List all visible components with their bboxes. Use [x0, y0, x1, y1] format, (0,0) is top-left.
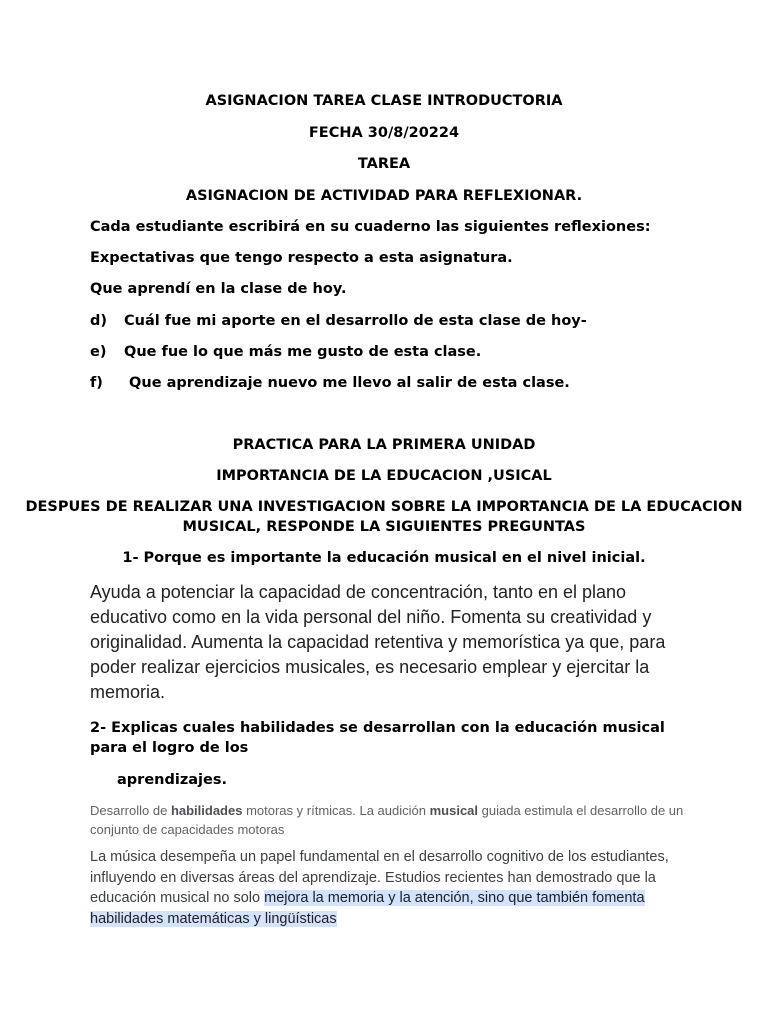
- practice-title: PRACTICA PARA LA PRIMERA UNIDAD: [232, 437, 536, 453]
- list-item: [90, 311, 587, 331]
- list-marker: d): [90, 313, 108, 329]
- instructions-intro: Cada estudiante escribirá en su cuaderno las siguientes reflexiones:: [90, 219, 651, 235]
- activity-heading: ASIGNACION DE ACTIVIDAD PARA REFLEXIONAR.: [185, 188, 583, 204]
- list-item: [90, 373, 570, 393]
- snippet-text: Desarrollo de: [90, 803, 171, 818]
- answer-1: Ayuda a potenciar la capacidad de concentración, tanto en el plano educativo como en la vida personal del niño. Fomenta su creatividad y originalidad. Aumenta la capacidad retentiva y memorística ya que, para poder realizar ejercicios musicales, es necesario emplear y ejercitar la memoria.: [90, 582, 666, 702]
- list-marker: e): [90, 344, 107, 360]
- list-marker: f): [90, 375, 103, 391]
- question-2: 2- Explicas cuales habilidades se desarrollan con la educación musical para el logro de los: [90, 720, 665, 756]
- list-text: Que fue lo que más me gusto de esta clase.: [124, 344, 482, 360]
- answer-2-highlight: mejora la memoria y la atención, sino que también fomenta habilidades matemáticas y lingüísticas: [90, 890, 645, 927]
- search-snippet: [90, 801, 690, 839]
- list-text: Que aprendizaje nuevo me llevo al salir de esta clase.: [124, 375, 570, 391]
- task-heading: TAREA: [357, 156, 411, 172]
- question-1: 1- Porque es importante la educación musical en el nivel inicial.: [122, 550, 646, 566]
- list-text: Cuál fue mi aporte en el desarrollo de esta clase de hoy-: [124, 313, 587, 329]
- answer-2-text: La música desempeña un papel fundamental en el desarrollo cognitivo de los estudiantes, influyendo en diversas áreas del aprendizaje. Estudios recientes han demostrado que la educación musical no solo: [90, 849, 669, 906]
- snippet-keyword: musical: [429, 803, 479, 818]
- reflection-line-expectations: Expectativas que tengo respecto a esta asignatura.: [90, 250, 513, 266]
- reflection-line-learned: Que aprendí en la clase de hoy.: [90, 281, 347, 297]
- practice-subtitle: IMPORTANCIA DE LA EDUCACION ,USICAL: [216, 468, 552, 484]
- list-item: [90, 342, 481, 362]
- question-2-continuation: aprendizajes.: [117, 772, 227, 788]
- snippet-text: motoras y rítmicas. La audición: [242, 803, 430, 818]
- document-title: ASIGNACION TAREA CLASE INTRODUCTORIA: [205, 93, 563, 109]
- date-line: FECHA 30/8/20224: [308, 125, 460, 141]
- snippet-keyword: habilidades: [170, 803, 243, 818]
- answer-2: [90, 847, 690, 929]
- snippet-text: guiada estimula el desarrollo de un conjunto de capacidades motoras: [90, 803, 684, 837]
- practice-directive: DESPUES DE REALIZAR UNA INVESTIGACION SOBRE LA IMPORTANCIA DE LA EDUCACION MUSICAL, RESPONDE LA SIGUIENTES PREGUNTAS: [25, 499, 743, 535]
